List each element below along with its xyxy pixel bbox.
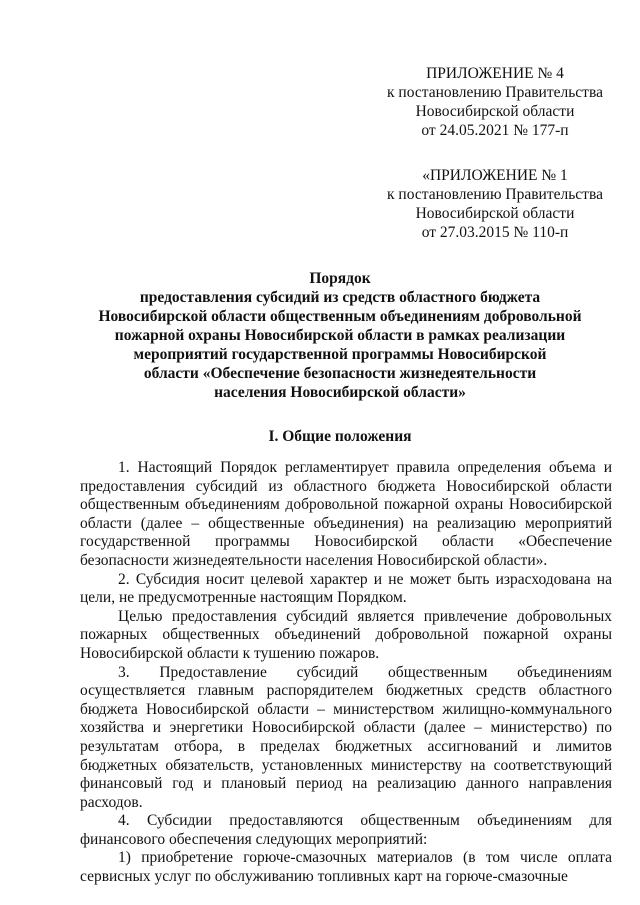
appendix-date-number: от 27.03.2015 № 110-п xyxy=(421,224,569,241)
appendix-header-original xyxy=(375,166,615,242)
paragraph-3: 3. Предоставление субсидий общественным объединениям осуществляется главным распорядителем бюджетных средств областного бюджета Новосибирской области – министерством жилищно-коммунального хозяйства и энергетики Новосибирской области (далее – министерство) по результатам отбора, в пределах бюджетных ассигнований и лимитов бюджетных обязательств, установленных министерству на соответствующий финансовый год и плановый период на реализацию данного направления расходов. xyxy=(80,663,612,811)
paragraph-goal: Целью предоставления субсидий является привлечение добровольных пожарных общественных объединений добровольной пожарной охраны Новосибирской области к тушению пожаров. xyxy=(80,607,612,662)
title-line: мероприятий государственной программы Новосибирской xyxy=(133,346,547,363)
appendix-number: «ПРИЛОЖЕНИЕ № 1 xyxy=(422,167,568,184)
paragraph-1: 1. Настоящий Порядок регламентирует правила определения объема и предоставления субсидий из областного бюджета Новосибирской области общественным объединениям добровольной пожарной охраны Новосибирской области (далее – общественные объединения) на реализацию мероприятий государственной программы Новосибирской области «Обеспечение безопасности жизнедеятельности населения Новосибирской области». xyxy=(80,459,612,569)
appendix-region: Новосибирской области xyxy=(415,205,575,222)
title-line: Порядок xyxy=(309,270,371,287)
appendix-header-current xyxy=(375,64,615,140)
paragraph-4-item-1: 1) приобретение горюче-смазочных материалов (в том числе оплата сервисных услуг по обслуживанию топливных карт на горюче-смазочные xyxy=(80,849,612,886)
section-heading: I. Общие положения xyxy=(268,428,412,445)
appendix-region: Новосибирской области xyxy=(415,103,575,120)
appendix-reference: к постановлению Правительства xyxy=(387,84,603,101)
paragraph-4: 4. Субсидии предоставляются общественным объединениям для финансового обеспечения следующих мероприятий: xyxy=(80,812,612,848)
title-line: области «Обеспечение безопасности жизнедеятельности xyxy=(143,365,537,382)
title-line: пожарной охраны Новосибирской области в рамках реализации xyxy=(114,327,566,344)
appendix-date-number: от 24.05.2021 № 177-п xyxy=(421,122,569,139)
document-title xyxy=(70,269,610,402)
title-line: Новосибирской области общественным объединениям добровольной xyxy=(98,308,582,325)
document-body xyxy=(80,459,612,887)
paragraph-2: 2. Субсидия носит целевой характер и не может быть израсходована на цели, не предусмотренные настоящим Порядком. xyxy=(80,570,612,607)
appendix-reference: к постановлению Правительства xyxy=(387,186,603,203)
appendix-number: ПРИЛОЖЕНИЕ № 4 xyxy=(426,65,564,82)
title-line: населения Новосибирской области» xyxy=(214,384,466,401)
title-line: предоставления субсидий из средств областного бюджета xyxy=(139,289,541,306)
